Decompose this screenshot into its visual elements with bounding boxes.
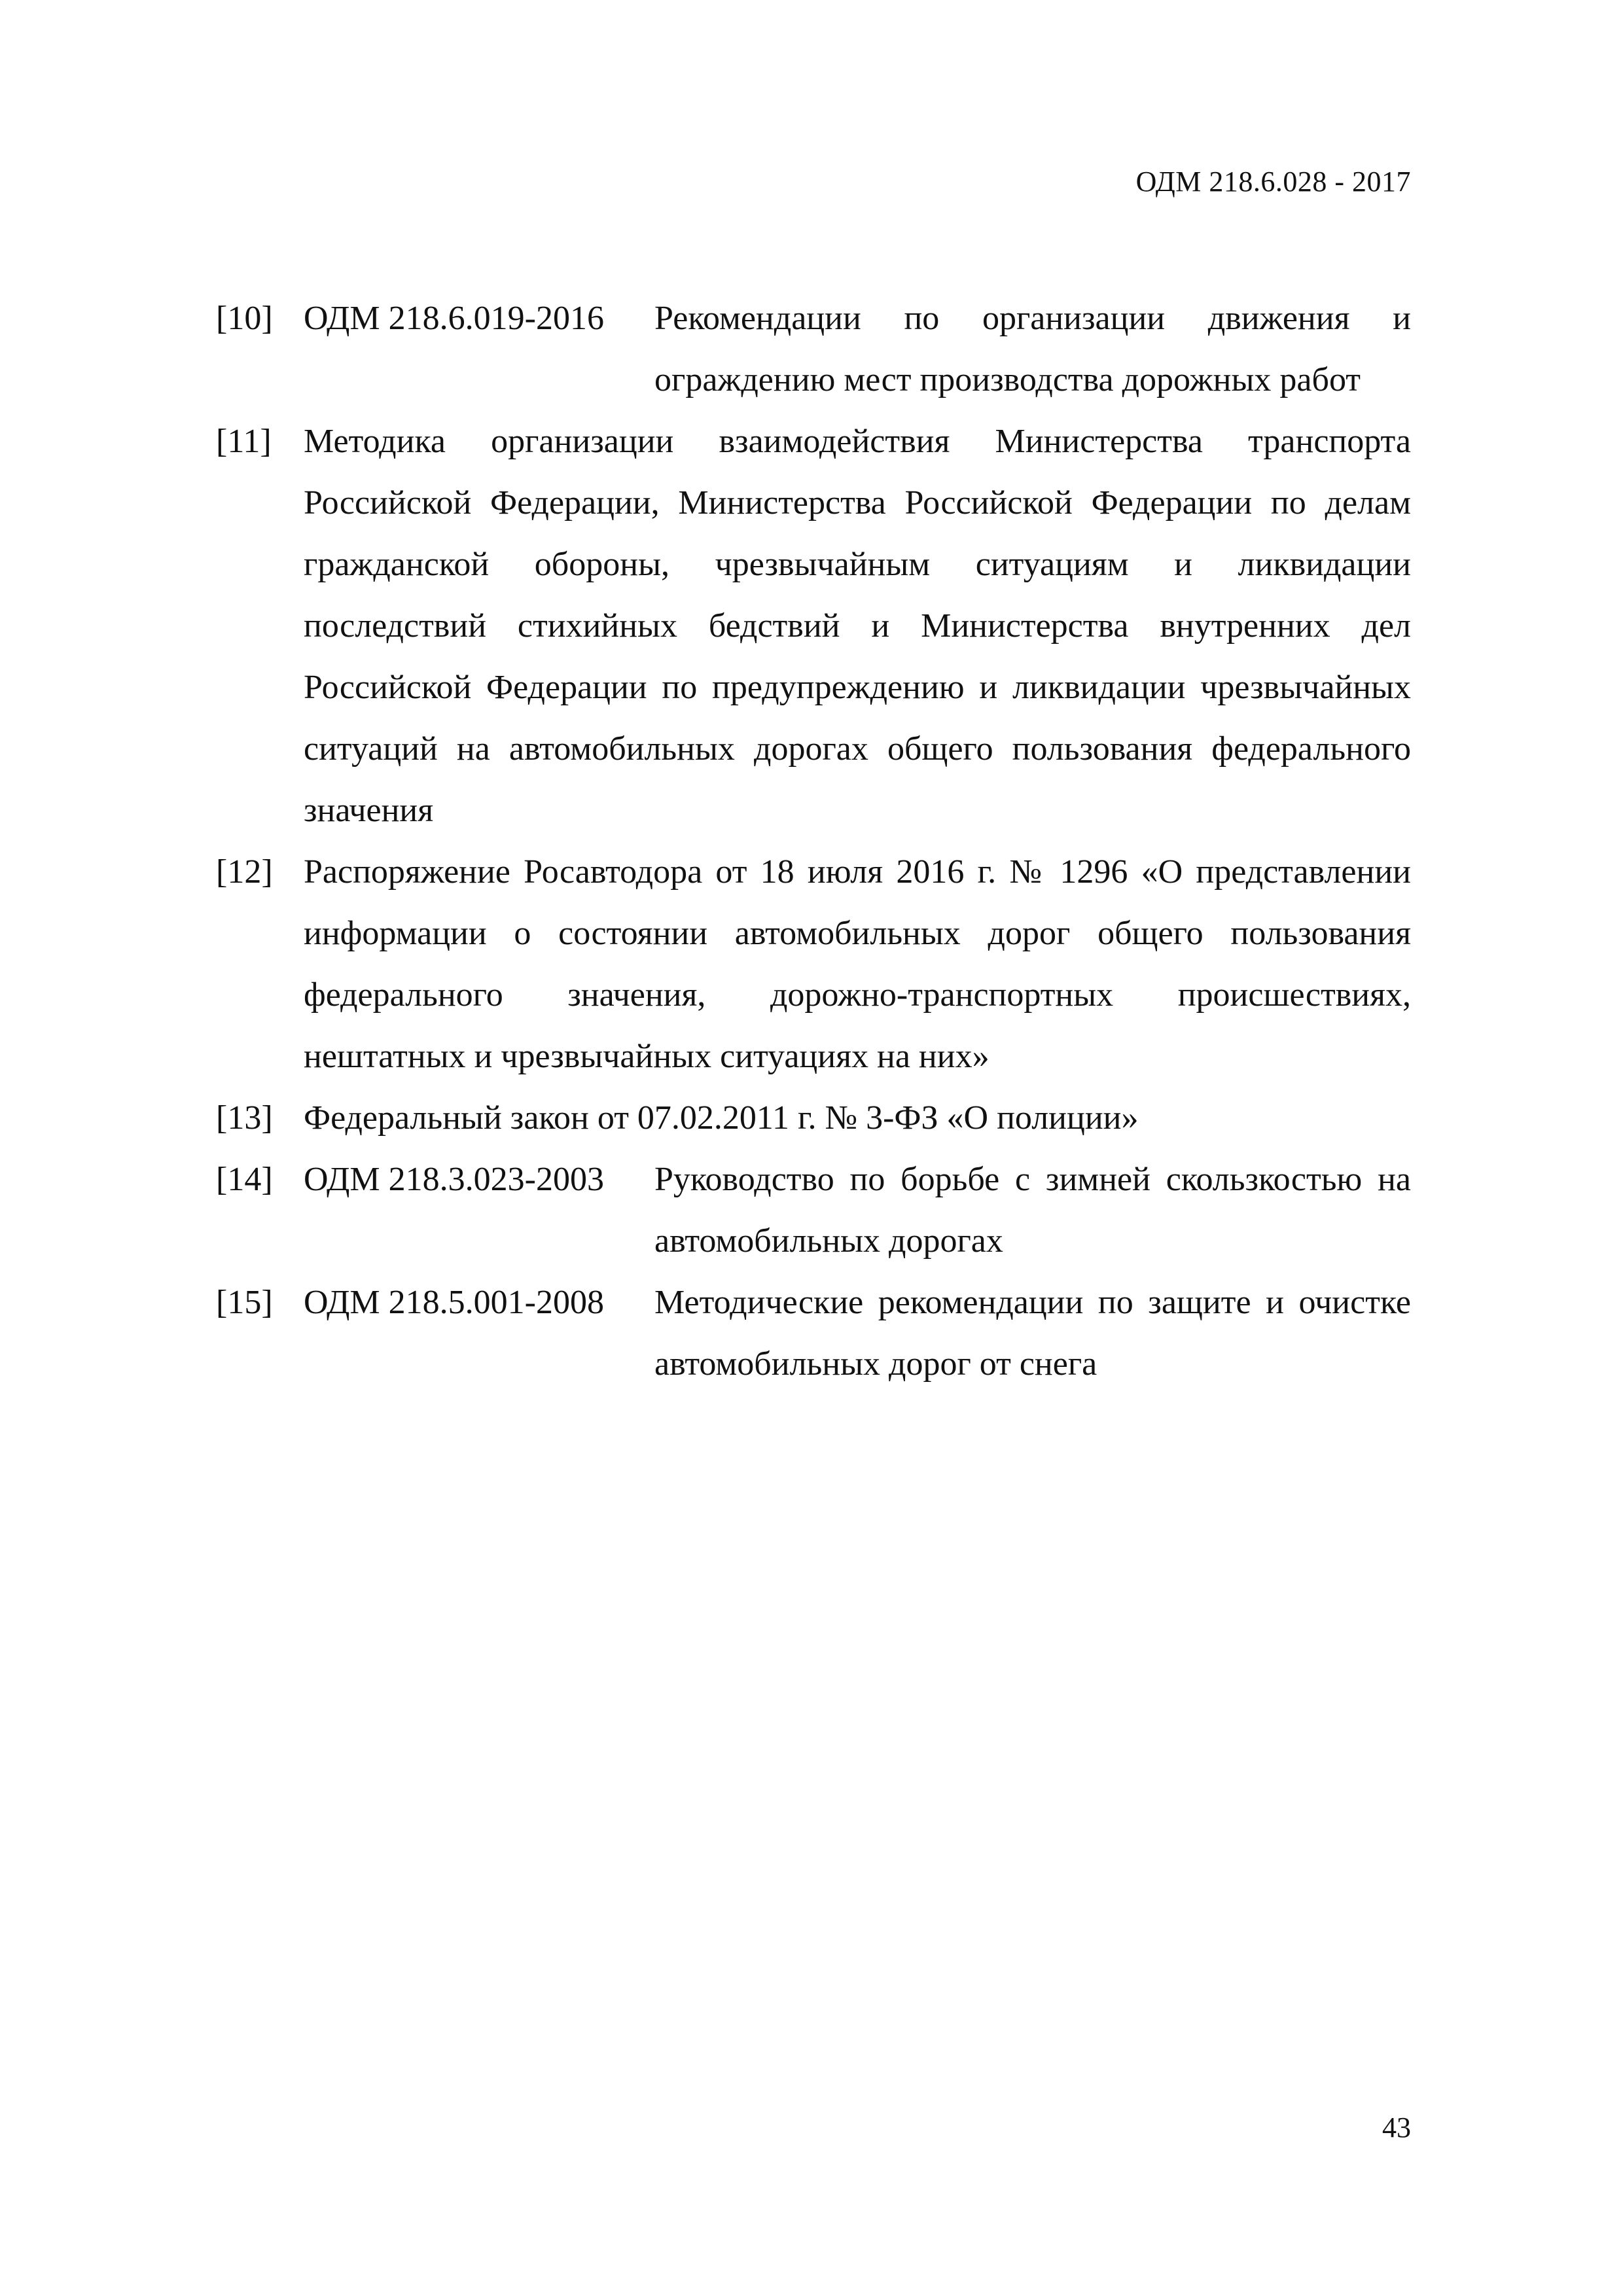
reference-code: ОДМ 218.5.001-2008: [304, 1284, 604, 1321]
reference-item-10: [216, 288, 1411, 411]
reference-item-15: [216, 1272, 1411, 1395]
reference-body: [304, 288, 1411, 411]
reference-text: Федеральный закон от 07.02.2011 г. № 3-ФЗ «О полиции»: [304, 1099, 1139, 1137]
reference-number: [15]: [216, 1284, 273, 1321]
reference-title: Рекомендации по организации движения и ограждению мест производства дорожных работ: [654, 300, 1411, 398]
page-number: 43: [1382, 2111, 1411, 2144]
reference-number: [14]: [216, 1161, 273, 1198]
reference-item-13: [216, 1087, 1411, 1149]
reference-item-11: [216, 411, 1411, 841]
reference-list: [216, 288, 1411, 1395]
reference-number: [13]: [216, 1099, 273, 1137]
reference-body: [304, 1272, 1411, 1395]
reference-title: Методические рекомендации по защите и очистке автомобильных дорог от снега: [654, 1284, 1411, 1383]
reference-number: [10]: [216, 300, 273, 337]
reference-text: Распоряжение Росавтодора от 18 июля 2016 г. № 1296 «О представлении информации о состоянии автомобильных дорог общего пользования федерального значения, дорожно-транспортных происшествиях, нештатных и чрезвычайных ситуациях на них»: [304, 853, 1411, 1075]
reference-text: Методика организации взаимодействия Министерства транспорта Российской Федерации, Министерства Российской Федерации по делам гражданской обороны, чрезвычайным ситуациям и ликвидации последствий стихийных бедствий и Министерства внутренних дел Российской Федерации по предупреждению и ликвидации чрезвычайных ситуаций на автомобильных дорогах общего пользования федерального значения: [304, 423, 1411, 829]
reference-item-14: [216, 1149, 1411, 1272]
reference-code: ОДМ 218.6.019-2016: [304, 300, 604, 337]
document-code-header: ОДМ 218.6.028 - 2017: [1135, 166, 1411, 198]
reference-body: [304, 1149, 1411, 1272]
reference-code: ОДМ 218.3.023-2003: [304, 1161, 604, 1198]
reference-title: Руководство по борьбе с зимней скользкостью на автомобильных дорогах: [654, 1161, 1411, 1260]
reference-item-12: [216, 841, 1411, 1087]
reference-number: [11]: [216, 423, 272, 460]
reference-number: [12]: [216, 853, 273, 891]
